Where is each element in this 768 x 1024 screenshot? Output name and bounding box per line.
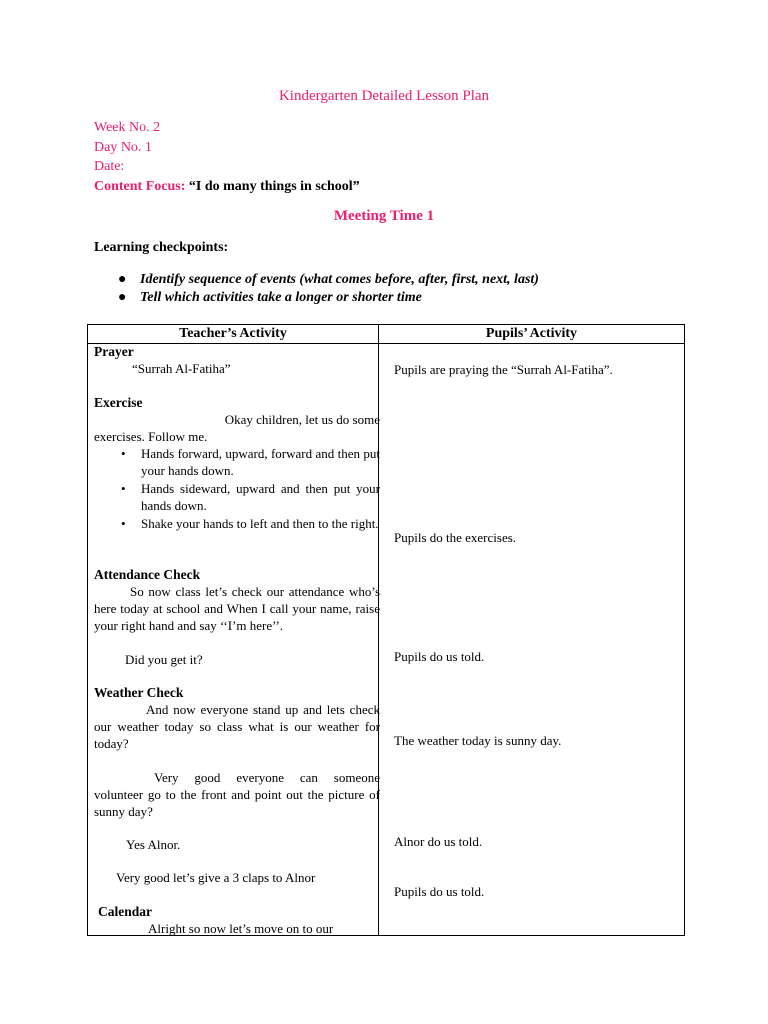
calendar-heading: Calendar — [98, 904, 152, 919]
checkpoint-item: ● Identify sequence of events (what comes before, after, first, next, last) — [118, 272, 539, 287]
teacher-activity-header: Teacher’s Activity — [179, 326, 287, 341]
header-divider — [88, 343, 684, 344]
learning-checkpoints-heading: Learning checkpoints: — [94, 240, 229, 255]
meeting-time-heading: Meeting Time 1 — [333, 208, 435, 224]
prayer-heading: Prayer — [94, 344, 134, 359]
bullet-icon: ● — [118, 272, 127, 287]
exercise-heading: Exercise — [94, 395, 143, 410]
day-number: Day No. 1 — [94, 140, 152, 155]
pupils-attendance: Pupils do us told. — [394, 649, 485, 664]
prayer-text: “Surrah Al-Fatiha” — [132, 361, 231, 376]
claps-text: Very good let’s give a 3 claps to Alnor — [116, 870, 316, 885]
pupils-weather: The weather today is sunny day. — [394, 733, 562, 748]
yes-alnor-text: Yes Alnor. — [126, 837, 181, 852]
bullet-icon: • — [121, 446, 126, 461]
bullet-icon: ● — [118, 290, 127, 305]
weather-volunteer-text: Very good everyone can someone volunteer go to the front and point out the picture of sunny day? — [94, 770, 380, 819]
pupils-exercise: Pupils do the exercises. — [394, 530, 517, 545]
bullet-icon: • — [121, 481, 126, 496]
date-label: Date: — [94, 159, 125, 174]
content-focus — [94, 177, 360, 196]
pupils-activity-header: Pupils’ Activity — [485, 326, 578, 341]
exercise-intro-cont: exercises. Follow me. — [94, 429, 208, 444]
pupils-prayer: Pupils are praying the “Surrah Al-Fatiha”. — [394, 362, 613, 377]
bullet-icon: • — [121, 516, 126, 531]
checkpoint-item: ● Tell which activities take a longer or shorter time — [118, 290, 422, 305]
exercise-bullet: • Shake your hands to left and then to the right. — [121, 516, 379, 531]
exercise-intro: Okay children, let us do some — [224, 412, 380, 427]
attendance-followup: Did you get it? — [125, 652, 203, 667]
pupils-claps: Pupils do us told. — [394, 884, 485, 899]
weather-text: And now everyone stand up and lets check our weather today so class what is our weather for today? — [94, 702, 380, 751]
attendance-text: So now class let’s check our attendance who’s here today at school and When I call your name, raise your right hand and say ‘‘I’m here’’. — [94, 584, 380, 633]
document-title: Kindergarten Detailed Lesson Plan — [278, 88, 490, 104]
week-number: Week No. 2 — [94, 120, 161, 135]
exercise-bullet: • Hands sideward, upward and then put your hands down. — [121, 481, 380, 513]
calendar-text: Alright so now let’s move on to our — [148, 921, 334, 936]
attendance-heading: Attendance Check — [94, 567, 201, 582]
weather-heading: Weather Check — [94, 685, 184, 700]
content-focus-label: Content Focus: — [94, 179, 186, 194]
pupils-alnor: Alnor do us told. — [394, 834, 483, 849]
content-focus-value: “I do many things in school” — [188, 179, 360, 194]
activity-table — [87, 324, 685, 936]
exercise-bullet: • Hands forward, upward, forward and then put your hands down. — [121, 446, 380, 478]
